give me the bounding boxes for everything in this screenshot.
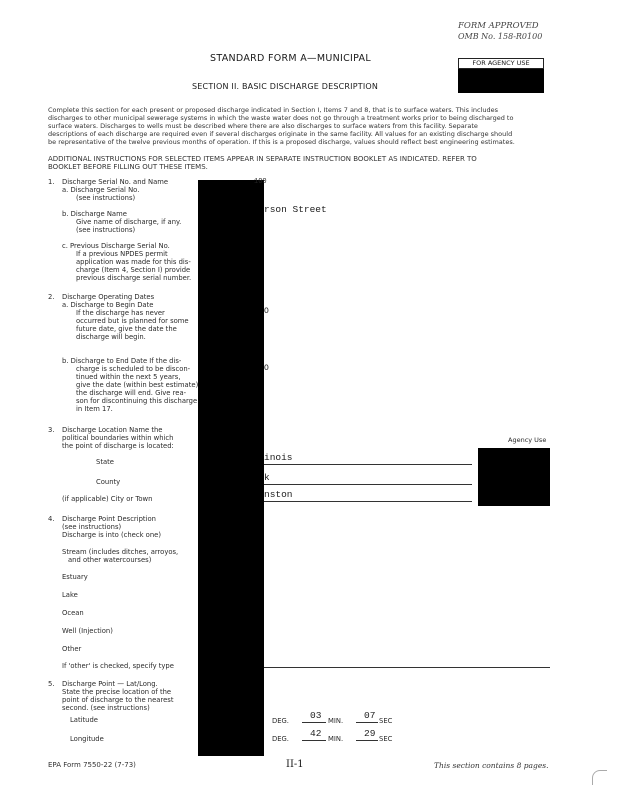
longitude-sec-value[interactable]: 29	[364, 728, 376, 739]
longitude-min-label: MIN.	[328, 735, 344, 743]
item1c-hint: If a previous NPDES permit	[76, 250, 168, 258]
item1c-hint: previous discharge serial number.	[76, 274, 192, 282]
item2a-hint: discharge will begin.	[76, 333, 146, 341]
discharge-name-value[interactable]: rson Street	[264, 204, 327, 215]
longitude-deg-label: DEG.	[272, 735, 289, 743]
item2-title: Discharge Operating Dates	[62, 293, 155, 301]
item2b-hint: give the date (within best estimate)	[76, 381, 199, 389]
state-underline	[264, 464, 472, 465]
item1b-hint: (see instructions)	[76, 226, 136, 234]
item1b-hint: Give name of discharge, if any.	[76, 218, 182, 226]
item5-title: point of discharge to the nearest	[62, 696, 174, 704]
begin-date-value[interactable]: O	[264, 307, 269, 316]
item2a-label: a. Discharge to Begin Date	[62, 301, 154, 309]
intro-line: Complete this section for each present or proposed discharge indicated in Section I, Items 7 and 8, that is to surface waters. This includes	[48, 106, 499, 114]
latitude-sec-underline	[356, 722, 378, 723]
item4-title: Discharge is into (check one)	[62, 531, 161, 539]
section-pages-note: This section contains 8 pages.	[434, 761, 549, 770]
latitude-label: Latitude	[70, 716, 98, 724]
intro-line: surface waters. Discharges to wells must be described where there are also discharges to surface waters from this facility. Separate	[48, 122, 478, 130]
page-corner-mark	[592, 770, 607, 785]
other-specify-label: If 'other' is checked, specify type	[62, 662, 174, 670]
item1a-hint: (see instructions)	[76, 194, 136, 202]
latitude-min-value[interactable]: 03	[310, 710, 322, 721]
state-label: State	[96, 458, 114, 466]
county-label: County	[96, 478, 121, 486]
item-number: 5.	[48, 680, 55, 688]
additional-instructions-line: BOOKLET BEFORE FILLING OUT THESE ITEMS.	[48, 163, 208, 171]
item3-title: Discharge Location Name the	[62, 426, 163, 434]
item1b-label: b. Discharge Name	[62, 210, 127, 218]
agency-use-label: Agency Use	[508, 436, 547, 444]
item3-title: political boundaries within which	[62, 434, 174, 442]
latitude-min-label: MIN.	[328, 717, 344, 725]
city-underline	[264, 501, 472, 502]
longitude-sec-label: SEC	[379, 735, 393, 743]
item2b-hint: tinued within the next 5 years,	[76, 373, 181, 381]
latitude-sec-label: SEC	[379, 717, 393, 725]
page-number: II-1	[286, 759, 304, 770]
form-number: EPA Form 7550-22 (7-73)	[48, 761, 136, 769]
redaction-block	[478, 448, 550, 506]
additional-instructions-line: ADDITIONAL INSTRUCTIONS FOR SELECTED ITEMS APPEAR IN SEPARATE INSTRUCTION BOOKLET AS INDICATED. REFER TO	[48, 155, 477, 163]
item2b-hint: in Item 17.	[76, 405, 113, 413]
item2b-label: b. Discharge to End Date If the dis-	[62, 357, 182, 365]
item-number: 4.	[48, 515, 55, 523]
redaction-block	[458, 69, 544, 93]
option-ocean[interactable]: Ocean	[62, 609, 84, 617]
item5-title: second. (see instructions)	[62, 704, 150, 712]
state-value[interactable]: inois	[264, 452, 293, 463]
item3-title: the point of discharge is located:	[62, 442, 174, 450]
item1c-hint: application was made for this dis-	[76, 258, 191, 266]
option-well[interactable]: Well (Injection)	[62, 627, 113, 635]
city-value[interactable]: nston	[264, 489, 293, 500]
longitude-min-underline	[302, 740, 326, 741]
latitude-sec-value[interactable]: 07	[364, 710, 376, 721]
item2a-hint: If the discharge has never	[76, 309, 165, 317]
form-title: STANDARD FORM A—MUNICIPAL	[210, 53, 371, 64]
item1a-label: a. Discharge Serial No.	[62, 186, 140, 194]
item-number: 2.	[48, 293, 55, 301]
item1c-label: c. Previous Discharge Serial No.	[62, 242, 170, 250]
option-stream[interactable]: Stream (includes ditches, arroyos,	[62, 548, 179, 556]
item5-title: Discharge Point — Lat/Long.	[62, 680, 158, 688]
agency-use-header: FOR AGENCY USE	[458, 58, 544, 69]
item2b-hint: son for discontinuing this discharge	[76, 397, 198, 405]
section-title: SECTION II. BASIC DISCHARGE DESCRIPTION	[192, 82, 379, 91]
redaction-block	[198, 180, 264, 756]
omb-number: OMB No. 158-R0100	[458, 32, 543, 41]
item2b-hint: charge is scheduled to be discon-	[76, 365, 191, 373]
latitude-min-underline	[302, 722, 326, 723]
latitude-deg-label: DEG.	[272, 717, 289, 725]
intro-line: descriptions of each discharge are required even if several discharges originate in the same facility. All values for an existing discharge should	[48, 130, 513, 138]
option-lake[interactable]: Lake	[62, 591, 78, 599]
intro-line: be representative of the twelve previous months of operation. If this is a proposed discharge, values should reflect best engineering estimates.	[48, 138, 515, 146]
end-date-value[interactable]: O	[264, 364, 269, 373]
item1c-hint: charge (Item 4, Section I) provide	[76, 266, 191, 274]
item5-title: State the precise location of the	[62, 688, 172, 696]
form-approved-label: FORM APPROVED	[458, 21, 539, 31]
item2b-hint: the discharge will end. Give rea-	[76, 389, 187, 397]
option-stream-note: and other watercourses)	[68, 556, 152, 564]
item1-partial-value: 100	[254, 178, 267, 186]
option-other[interactable]: Other	[62, 645, 82, 653]
other-specify-underline[interactable]	[264, 667, 550, 668]
longitude-min-value[interactable]: 42	[310, 728, 322, 739]
item2a-hint: future date, give the date the	[76, 325, 177, 333]
item1-title: Discharge Serial No. and Name	[62, 178, 169, 186]
intro-line: discharges to other municipal sewerage systems in which the waste water does not go through a treatment works prior to being discharged to	[48, 114, 514, 122]
city-label: (if applicable) City or Town	[62, 495, 153, 503]
item-number: 3.	[48, 426, 55, 434]
item2a-hint: occurred but is planned for some	[76, 317, 189, 325]
option-estuary[interactable]: Estuary	[62, 573, 88, 581]
county-value[interactable]: k	[264, 472, 270, 483]
item4-title: (see instructions)	[62, 523, 122, 531]
item4-title: Discharge Point Description	[62, 515, 156, 523]
county-underline	[264, 484, 472, 485]
item-number: 1.	[48, 178, 55, 186]
longitude-sec-underline	[356, 740, 378, 741]
longitude-label: Longitude	[70, 735, 104, 743]
